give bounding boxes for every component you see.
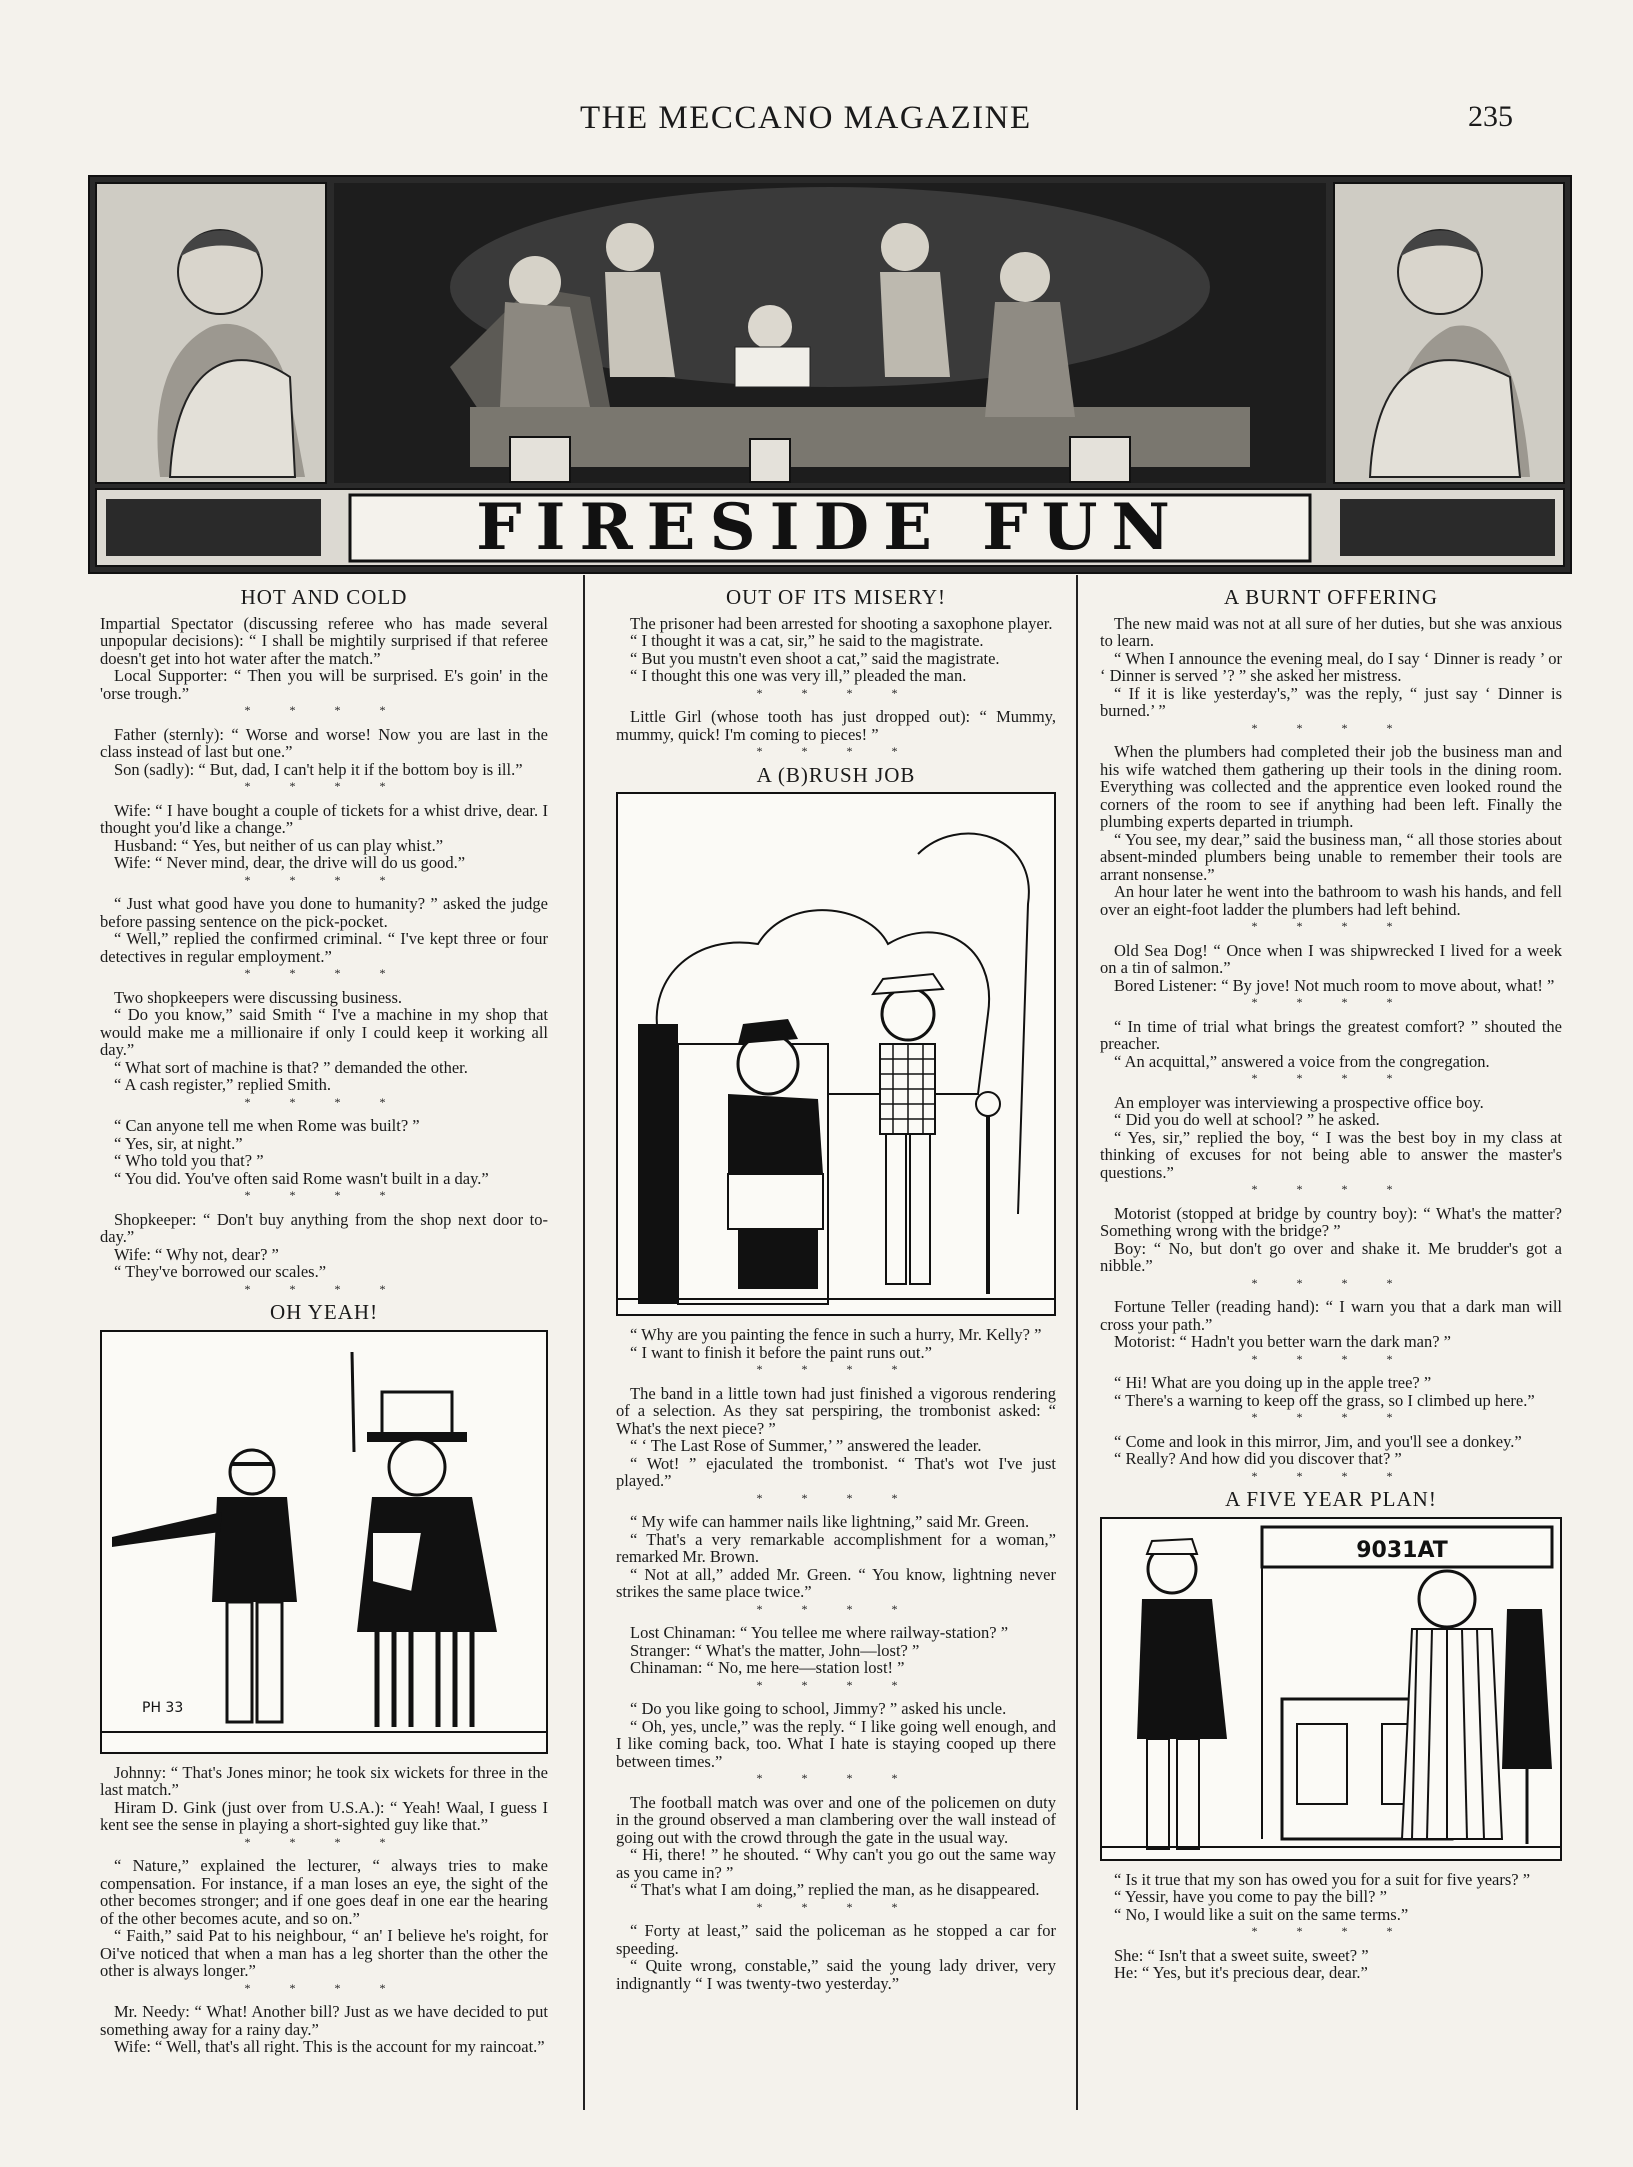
separator: * * * * [756,1601,916,1616]
banner-illustration [90,177,1570,572]
fence-painting-drawing [618,794,1054,1314]
separator: * * * * [244,779,404,793]
joke-paragraph: “ No, I would like a suit on the same terms.” [1114,1904,1409,1924]
cricket-cartoon-drawing [102,1332,546,1752]
separator: * * * * [1251,1182,1411,1196]
column-rule-1 [583,575,585,2110]
shop-sign: 9031AT [1356,1537,1448,1563]
separator: * * * * [244,1188,404,1202]
joke-paragraph: Motorist: “ Hadn't you better warn the dark man? ” [1114,1332,1451,1351]
separator: * * * * [244,1834,404,1849]
separator: * * * * [1251,1410,1411,1424]
joke-paragraph: When the plumbers had completed their job the business man and his wife watched them gathering up their tools in the dining room. Everything was collected and the apprentice even looked round the corners of the room to see if anything had been left. Finally the plumbing experts departed in triumph. [1100,742,1562,831]
out-of-its-misery-heading: OUT OF ITS MISERY! [725,585,947,609]
joke-paragraph: “ Hi, there! ” he shouted. “ Why can't you go out the same way as you came in? ” [616,1845,1056,1882]
joke-paragraph: “ ‘ The Last Rose of Summer,’ ” answered the leader. [630,1436,982,1455]
joke-paragraph: “ Faith,” said Pat to his neighbour, “ an' I believe he's roight, for Oi've noticed that when a man has a leg shorter than the other the other is always longer.” [100,1926,548,1980]
separator: * * * * [1251,1924,1411,1938]
joke-paragraph: “ Yes, sir, at night.” [114,1133,243,1153]
joke-paragraph: He: “ Yes, but it's precious dear, dear.” [1114,1963,1368,1982]
joke-paragraph: “ But you mustn't even shoot a cat,” said the magistrate. [630,648,1000,668]
joke-paragraph: “ You did. You've often said Rome wasn't built in a day.” [114,1168,489,1188]
separator: * * * * [1251,1275,1411,1290]
joke-paragraph: “ Can anyone tell me when Rome was built? ” [114,1116,420,1135]
joke-paragraph: Little Girl (whose tooth has just dropped out): “ Mummy, mummy, quick! I'm coming to pieces! ” [616,707,1056,744]
joke-paragraph: “ Wot! ” ejaculated the trombonist. “ That's wot I've just played.” [616,1453,1056,1490]
oh-yeah-heading: OH YEAH! [269,1300,379,1324]
joke-paragraph: “ Oh, yes, uncle,” was the reply. “ I like going well enough, and I like coming back, too. What I hate is staying cooped up there between times.” [616,1716,1056,1771]
burnt-offering-heading: A BURNT OFFERING [1224,585,1438,609]
joke-paragraph: Johnny: “ That's Jones minor; he took six wickets for three in the last match.” [100,1762,548,1799]
joke-paragraph: Wife: “ Never mind, dear, the drive will do us good.” [114,853,466,872]
separator: * * * * [244,872,404,887]
joke-paragraph: “ Hi! What are you doing up in the apple tree? ” [1114,1373,1432,1392]
joke-paragraph: “ My wife can hammer nails like lightning,” said Mr. Green. [630,1512,1030,1531]
separator: * * * * [244,1281,404,1296]
joke-paragraph: Chinaman: “ No, me here—station lost! ” [630,1658,905,1677]
joke-paragraph: “ Is it true that my son has owed you for a suit for five years? ” [1114,1869,1531,1889]
joke-paragraph: Boy: “ No, but don't go over and shake it. Me brudder's got a nibble.” [1100,1238,1562,1275]
joke-paragraph: “ I want to finish it before the paint runs out.” [630,1342,932,1362]
column-left [100,585,548,2056]
column-right [1100,585,1562,1982]
separator: * * * * [756,1362,916,1376]
fireside-fun-banner [88,175,1572,574]
oh-yeah-cartoon [100,1330,548,1754]
joke-paragraph: Local Supporter: “ Then you will be surprised. E's goin' in the 'orse trough.” [100,666,548,703]
joke-paragraph: Stranger: “ What's the matter, John—lost? ” [630,1640,920,1660]
joke-paragraph: “ Do you know,” said Smith “ I've a machine in my shop that would make me a millionaire if only I could keep it working all day.” [100,1005,548,1059]
running-header [0,100,1633,140]
separator: * * * * [756,1771,916,1785]
joke-paragraph: Fortune Teller (reading hand): “ I warn you that a dark man will cross your path.” [1100,1297,1562,1334]
joke-paragraph: Wife: “ Well, that's all right. This is the account for my raincoat.” [114,2037,545,2056]
separator: * * * * [1251,720,1411,735]
joke-paragraph: “ Did you do well at school? ” he asked. [1114,1110,1380,1129]
joke-paragraph: “ Come and look in this mirror, Jim, and you'll see a donkey.” [1114,1431,1522,1451]
joke-paragraph: “ Not at all,” added Mr. Green. “ You know, lightning never strikes the same place twice.” [616,1564,1056,1601]
joke-paragraph: The prisoner had been arrested for shooting a saxophone player. [630,613,1053,633]
joke-paragraph: She: “ Isn't that a sweet suite, sweet? ” [1114,1945,1369,1965]
five-year-plan-cartoon [1100,1517,1562,1861]
page-number: 235 [1468,100,1513,133]
joke-paragraph: “ Who told you that? ” [114,1151,264,1170]
separator: * * * * [1251,1351,1411,1366]
separator: * * * * [756,685,916,700]
separator: * * * * [1251,919,1411,933]
banner-title: FIRESIDE FUN [476,490,1184,565]
joke-paragraph: “ There's a warning to keep off the grass, so I climbed up here.” [1114,1390,1535,1410]
joke-paragraph: “ If it is like yesterday's,” was the reply, “ just say ‘ Dinner is burned.’ ” [1100,683,1562,720]
separator: * * * * [756,744,916,758]
separator: * * * * [244,703,404,717]
brush-job-heading: A (B)RUSH JOB [756,762,916,787]
joke-paragraph: “ Well,” replied the confirmed criminal. “ I've kept three or four detectives in regular employment.” [100,929,548,966]
joke-paragraph: “ You see, my dear,” said the business man, “ all those stories about absent-minded plumbers being unable to remember their tools are arrant nonsense.” [1100,829,1562,884]
joke-paragraph: “ I thought this one was very ill,” pleaded the man. [630,666,967,685]
column-rule-2 [1076,575,1078,2110]
separator: * * * * [756,1490,916,1505]
separator: * * * * [756,1677,916,1692]
joke-paragraph: “ Forty at least,” said the policeman as he stopped a car for speeding. [616,1921,1056,1958]
separator: * * * * [1251,1468,1411,1483]
joke-paragraph: The new maid was not at all sure of her duties, but she was anxious to learn. [1100,613,1562,650]
joke-paragraph: Motorist (stopped at bridge by country boy): “ What's the matter? Something wrong with the bridge? ” [1100,1203,1562,1240]
separator: * * * * [1251,1071,1411,1085]
joke-paragraph: “ Yessir, have you come to pay the bill? ” [1114,1887,1387,1906]
joke-paragraph: Impartial Spectator (discussing referee who has made several unpopular decisions): “ I shall be mightily surprised if that referee doesn't get into hot water after the match.” [100,613,548,668]
joke-paragraph: “ Really? And how did you discover that? ” [1114,1449,1402,1468]
joke-paragraph: Old Sea Dog! “ Once when I was shipwrecked I lived for a week on a tin of salmon.” [1100,940,1562,977]
joke-paragraph: Husband: “ Yes, but neither of us can play whist.” [114,835,444,855]
joke-paragraph: “ Just what good have you done to humanity? ” asked the judge before passing sentence on the pick-pocket. [100,894,548,931]
brush-job-cartoon [616,792,1056,1316]
joke-paragraph: Shopkeeper: “ Don't buy anything from the shop next door to-day.” [100,1209,548,1246]
joke-paragraph: “ When I announce the evening meal, do I say ‘ Dinner is ready ’ or ‘ Dinner is served ’? ” she asked her mistress. [1100,648,1562,685]
joke-paragraph: Lost Chinaman: “ You tellee me where railway-station? ” [630,1623,1009,1642]
joke-paragraph: Wife: “ I have bought a couple of tickets for a whist drive, dear. I thought you'd like a change.” [100,800,548,837]
separator: * * * * [244,966,404,980]
joke-paragraph: “ Quite wrong, constable,” said the young lady driver, very indignantly “ I was twenty-two yesterday.” [616,1956,1056,1993]
joke-paragraph: “ Nature,” explained the lecturer, “ always tries to make compensation. For instance, if a man loses an eye, the sight of the other becomes stronger; and if one goes deaf in one ear the hearing of the other becomes acute, and so on.” [100,1856,548,1928]
joke-paragraph: An hour later he went into the bathroom to wash his hands, and fell over an eight-foot ladder the plumbers had left behind. [1100,882,1562,919]
hot-and-cold-heading: HOT AND COLD [240,585,408,609]
tailor-shop-drawing [1102,1519,1560,1859]
joke-paragraph: Mr. Needy: “ What! Another bill? Just as we have decided to put something away for a rainy day.” [100,2002,548,2039]
joke-paragraph: “ Why are you painting the fence in such a hurry, Mr. Kelly? ” [630,1325,1042,1344]
column-middle [616,585,1056,1992]
joke-paragraph: An employer was interviewing a prospective office boy. [1114,1092,1484,1112]
joke-paragraph: Wife: “ Why not, dear? ” [114,1244,279,1264]
joke-paragraph: Hiram D. Gink (just over from U.S.A.): “ Yeah! Waal, I guess I kent see the sense in playing a short-sighted guy like that.” [100,1797,548,1834]
separator: * * * * [1251,995,1411,1009]
joke-paragraph: “ They've borrowed our scales.” [114,1262,327,1281]
joke-paragraph: “ I thought it was a cat, sir,” he said to the magistrate. [630,631,984,650]
separator: * * * * [244,1980,404,1995]
joke-paragraph: “ That's a very remarkable accomplishment for a woman,” remarked Mr. Brown. [616,1529,1056,1566]
joke-paragraph: Father (sternly): “ Worse and worse! Now you are last in the class instead of last but one.” [100,724,548,761]
artist-signature: PH 33 [142,1699,184,1716]
joke-paragraph: “ In time of trial what brings the greatest comfort? ” shouted the preacher. [1100,1016,1562,1053]
joke-paragraph: “ Do you like going to school, Jimmy? ” asked his uncle. [630,1699,1007,1718]
magazine-title: THE MECCANO MAGAZINE [580,100,1032,136]
five-year-plan-heading: A FIVE YEAR PLAN! [1225,1487,1437,1511]
joke-paragraph: “ A cash register,” replied Smith. [114,1075,331,1094]
joke-paragraph: Two shopkeepers were discussing business. [114,987,403,1007]
separator: * * * * [244,1094,404,1109]
joke-paragraph: The band in a little town had just finished a vigorous rendering of a selection. As they sat perspiring, the trombonist asked: “ What's the next piece? ” [616,1383,1056,1438]
joke-paragraph: “ What sort of machine is that? ” demanded the other. [114,1057,468,1077]
joke-paragraph: Bored Listener: “ By jove! Not much room to move about, what! ” [1114,975,1555,995]
separator: * * * * [756,1899,916,1914]
joke-paragraph: Son (sadly): “ But, dad, I can't help it if the bottom boy is ill.” [114,759,523,779]
joke-paragraph: The football match was over and one of the policemen on duty in the ground observed a man clambering over the wall instead of going out with the crowd through the gate in the usual way. [616,1792,1056,1847]
joke-paragraph: “ Yes, sir,” replied the boy, “ I was the best boy in my class at thinking of excuses for not being able to answer the master's questions.” [1100,1127,1562,1182]
joke-paragraph: “ An acquittal,” answered a voice from the congregation. [1114,1051,1490,1071]
joke-paragraph: “ That's what I am doing,” replied the man, as he disappeared. [630,1880,1040,1899]
